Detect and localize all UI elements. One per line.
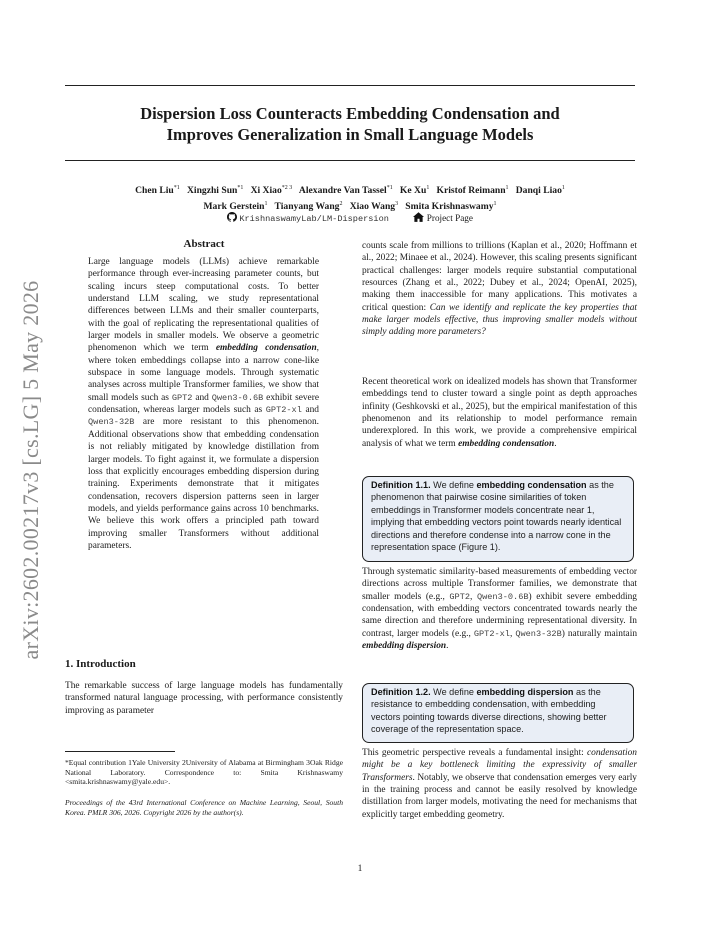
right-paragraph-3: Through systematic similarity-based measurements of embedding vector directions across multiple Transformer families, we demonstrate that smaller models (e.g., GPT2, Qwen3-0.6B) exhibit severe embedding condensation, with embedding vectors concentrated towards nearly the same direction and therefore undermining representational diversity. In contrast, larger models (e.g., GPT2-xl, Qwen3-32B) naturally maintain embedding dispersion. [362,567,638,652]
author-list [65,182,635,213]
right-paragraph-2: Recent theoretical work on idealized models has shown that Transformer embeddings tend to cluster toward a single point as depth approaches infinity (Geshkovski et al., 2025), but the empirical manifestation of this phenomenon and its relationship to model performance remain underexplored. In this work, we provide a comprehensive empirical analysis of what we term embedding condensation. [362,377,637,449]
footnote-proceedings: Proceedings of the 43rd International Conference on Machine Learning, Seoul, South Korea. PMLR 306, 2026. Copyright 2026 by the author(s). [65,798,343,817]
arxiv-stamp: arXiv:2602.00217v3 [cs.LG] 5 May 2026 [18,280,43,660]
footnote-rule [65,751,175,752]
author-line-2: Mark Gerstein$^1$ Tianyang Wang$^2$ Xiao Wang$^3$ Smita Krishnaswamy$^1$ [203,200,497,212]
intro-left-paragraph: The remarkable success of large language models has fundamentally transformed natural language processing, with performance consistently improving as parameter [65,681,343,716]
top-rule [65,85,635,86]
home-icon [413,212,424,222]
definition-box-1: Definition 1.1. We define embedding condensation as the phenomenon that pairwise cosine similarities of token embeddings in Transformer models concentrate near 1, implying that embedding vectors point towards nearly identical directions and therefore condense into a narrow cone in the representation space (Figure 1). [362,476,634,562]
right-paragraph-1: counts scale from millions to trillions (Kaplan et al., 2020; Hoffmann et al., 2022; Minaee et al., 2024). However, this scaling presents significant practical challenges: larger models require substantial computational resources (Zhang et al., 2022; Dubey et al., 2024; OpenAI, 2025), making them inaccessible for many applications. This motivates a critical question: Can we identify and replicate the key properties that make larger models effective, thus improving smaller models without simply adding more parameters? [362,241,638,338]
author-line-1: Chen Liu$^{*1}$ Xingzhi Sun$^{*1}$ Xi Xiao$^{*2 3}$ Alexandre Van Tassel$^{*1}$ Ke Xu$^1$ Kristof Reimann$^1$ Danqi Liao$^1$ [135,185,565,197]
github-link[interactable]: KrishnaswamyLab/LM-Dispersion [227,213,391,223]
section-heading-introduction: 1. Introduction [65,658,136,670]
paper-links [65,212,635,224]
abstract-heading: Abstract [183,238,225,250]
page-number: 1 [357,864,363,874]
title-line-2: Improves Generalization in Small Language Models [166,125,534,144]
abstract-body: Large language models (LLMs) achieve remarkable performance through ever-increasing parameter counts, but scaling incurs steep computational costs. To better understand LLM scaling, we study representational differences between LLMs and their smaller counterparts, with the goal of replicating the representational qualities of larger models in smaller models. We observe a geometric phenomenon which we term embedding condensation, where token embeddings collapse into a narrow cone-like subspace in some language models. Through systematic analyses across multiple Transformer families, we show that small models such as GPT2 and Qwen3-0.6B exhibit severe condensation, whereas larger models such as GPT2-xl and Qwen3-32B are more resistant to this phenomenon. Additional observations show that embedding condensation is not reliably mitigated by knowledge distillation from larger models. To fight against it, we formulate a dispersion loss that explicitly encourages embedding dispersion during training. Experiments demonstrate that it mitigates condensation, recovers dispersion patterns seen in larger models, and yields performance gains across 10 benchmarks. We believe this work offers a principled path toward improving smaller Transformers without additional parameters. [88,257,320,551]
footnote-affiliations: *Equal contribution 1Yale University 2University of Alabama at Birmingham 3Oak Ridge National Laboratory. Correspondence to: Smita Krishnaswamy <smita.krishnaswamy@yale.edu>. [65,758,343,787]
right-paragraph-4: This geometric perspective reveals a fundamental insight: condensation might be a key bottleneck limiting the expressivity of smaller Transformers. Notably, we observe that condensation emerges very early in the training process and cannot be easily resolved by knowledge distillation from larger models, motivating the need for mechanisms that explicitly target embedding geometry. [362,748,637,820]
definition-box-2: Definition 1.2. We define embedding dispersion as the resistance to embedding condensation, with embedding vectors pointing towards diverse directions, showing better coverage of the representation space. [362,683,634,743]
paper-title [65,103,635,145]
project-page-link[interactable]: Project Page [413,213,472,223]
title-bottom-rule [65,160,635,161]
github-icon [227,212,237,222]
title-line-1: Dispersion Loss Counteracts Embedding Condensation and [140,104,560,123]
